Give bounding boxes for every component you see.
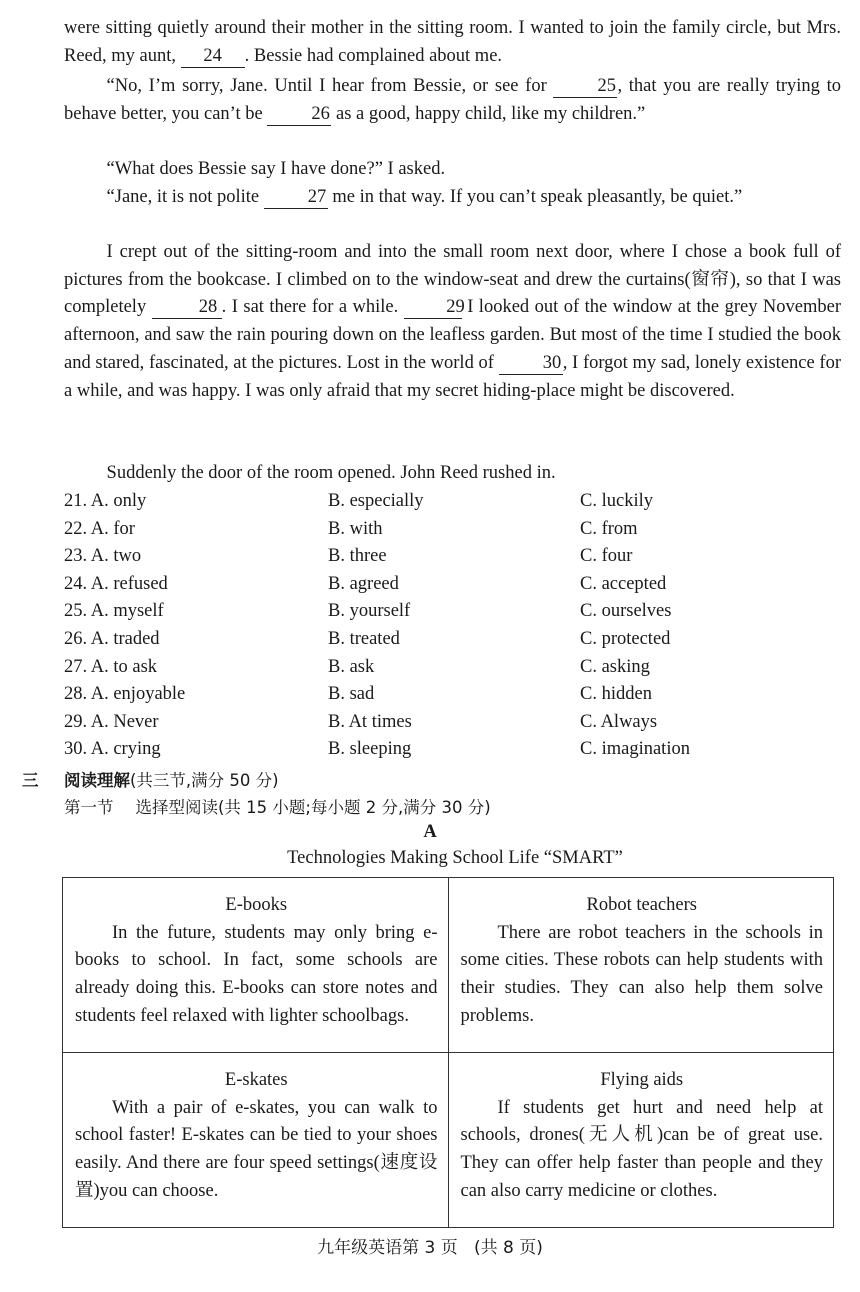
cell-text: In the future, students may only bring e-books to school. In fact, some schools are already doing this. E-books can store notes and students feel relaxed with lighter schoolbags. bbox=[75, 922, 438, 1026]
paragraph-text: “What does Bessie say I have done?” I asked. bbox=[106, 159, 446, 179]
option-row-29 bbox=[64, 709, 844, 737]
subsection-label: 第一节 bbox=[64, 798, 114, 817]
passage-letter: A bbox=[423, 822, 437, 842]
option-row-30 bbox=[64, 736, 844, 764]
option-row-23 bbox=[64, 543, 844, 571]
option-a: 27. A. to ask bbox=[64, 656, 158, 677]
option-b: B. especially bbox=[328, 491, 424, 511]
option-c: C. hidden bbox=[580, 684, 652, 705]
option-b: B. agreed bbox=[328, 573, 399, 594]
answer-options-list bbox=[64, 488, 844, 764]
section-heading bbox=[22, 768, 279, 794]
option-b: B. sleeping bbox=[328, 739, 412, 760]
option-c: C. from bbox=[580, 518, 638, 539]
paragraph-text: “Jane, it is not polite bbox=[106, 187, 260, 207]
option-b: B. sad bbox=[328, 684, 375, 705]
paragraph-text: me in that way. If you can’t speak pleasantly, be quiet.” bbox=[332, 187, 743, 207]
option-b: B. with bbox=[328, 518, 383, 539]
option-a: 22. A. for bbox=[64, 518, 135, 539]
answer-blank-28: 28 bbox=[152, 296, 222, 319]
cell-title: Robot teachers bbox=[586, 895, 697, 915]
paragraph-text: . Bessie had complained about me. bbox=[244, 45, 503, 66]
answer-blank-26: 26 bbox=[267, 103, 331, 126]
paragraph-text: were sitting quietly around their mother in the sitting room. I wanted to join the family circle, but Mrs. Reed, my aunt, bbox=[64, 18, 841, 66]
option-b: B. treated bbox=[328, 628, 400, 649]
paragraph-text: , I forgot my sad, lonely existence for a while, and was happy. I was only afraid that my secret hiding-place might be discovered. bbox=[64, 352, 842, 401]
option-a: 23. A. two bbox=[64, 546, 142, 567]
cell-title: E-skates bbox=[224, 1070, 288, 1090]
paragraph-text: , that you are really trying to behave better, you can’t be bbox=[64, 76, 842, 124]
option-a: 21. A. only bbox=[64, 491, 147, 511]
option-c: C. ourselves bbox=[580, 601, 672, 622]
option-c: C. imagination bbox=[580, 739, 690, 760]
option-c: C. accepted bbox=[580, 573, 667, 594]
option-b: B. yourself bbox=[328, 601, 411, 622]
option-row-25 bbox=[64, 598, 844, 626]
paragraph-text: . I sat there for a while. bbox=[221, 297, 399, 318]
passage-paragraph-6 bbox=[64, 460, 841, 488]
option-row-22 bbox=[64, 516, 844, 544]
answer-blank-24: 24 bbox=[181, 45, 245, 68]
option-a: 29. A. Never bbox=[64, 711, 159, 732]
section-number: 三 bbox=[22, 771, 39, 790]
passage-paragraph-2 bbox=[64, 73, 841, 128]
paragraph-text: Suddenly the door of the room opened. John Reed rushed in. bbox=[106, 463, 556, 483]
cell-text: There are robot teachers in the schools in some cities. These robots can help students with their studies. They can also help them solve problems. bbox=[460, 922, 823, 1026]
table-cell-ebooks bbox=[63, 878, 449, 1053]
paragraph-text: I crept out of the sitting-room and into the small room next door, where I chose a book full of pictures from the bookcase. I climbed on to the window-seat and drew the curtains(窗帘), so that I was completely bbox=[64, 242, 841, 318]
answer-blank-30: 30 bbox=[499, 352, 563, 375]
section-title: 阅读理解 bbox=[64, 771, 130, 790]
paragraph-text: I looked out of the window at the grey November afternoon, and saw the rain pouring down on the leafless garden. But most of the time I studied the book and stared, fascinated, at the pictures. Lost in the world of bbox=[64, 297, 842, 373]
option-a: 26. A. traded bbox=[64, 628, 160, 649]
option-b: B. three bbox=[328, 546, 387, 567]
option-b: B. ask bbox=[328, 656, 375, 677]
answer-blank-25: 25 bbox=[553, 75, 617, 98]
table-cell-flying-aids bbox=[448, 1053, 834, 1228]
option-a: 24. A. refused bbox=[64, 573, 168, 594]
option-row-26 bbox=[64, 626, 844, 654]
passage-paragraph-4 bbox=[64, 184, 841, 212]
passage-title: Technologies Making School Life “SMART” bbox=[287, 848, 623, 868]
option-row-21 bbox=[64, 488, 844, 516]
cell-text: With a pair of e-skates, you can walk to school faster! E-skates can be tied to your shoes easily. And there are four speed settings(速度设置)you can choose. bbox=[75, 1097, 438, 1201]
option-c: C. asking bbox=[580, 656, 650, 677]
section-note: (共三节,满分 50 分) bbox=[130, 771, 279, 790]
footer-total-pages: (共 8 页) bbox=[473, 1238, 543, 1258]
answer-blank-29: 29 bbox=[404, 296, 462, 319]
cell-title: Flying aids bbox=[600, 1070, 684, 1090]
option-c: C. four bbox=[580, 546, 633, 567]
option-c: C. Always bbox=[580, 711, 658, 732]
footer-page-label: 九年级英语第 3 页 bbox=[317, 1238, 458, 1258]
technology-table bbox=[62, 877, 834, 1228]
option-c: C. luckily bbox=[580, 491, 653, 511]
option-row-28 bbox=[64, 681, 844, 709]
cell-text: If students get hurt and need help at schools, drones(无人机)can be of great use. They can offer help faster than people and they can also carry medicine or clothes. bbox=[460, 1097, 823, 1201]
cell-title: E-books bbox=[225, 895, 288, 915]
passage-paragraph-3 bbox=[64, 156, 841, 184]
passage-paragraph-5 bbox=[64, 239, 841, 405]
option-a: 28. A. enjoyable bbox=[64, 684, 186, 705]
answer-blank-27: 27 bbox=[264, 186, 328, 209]
table-cell-robot-teachers bbox=[448, 878, 834, 1053]
paragraph-text: as a good, happy child, like my children.” bbox=[335, 103, 646, 124]
option-c: C. protected bbox=[580, 628, 671, 649]
option-row-27 bbox=[64, 654, 844, 682]
table-cell-eskates bbox=[63, 1053, 449, 1228]
option-row-24 bbox=[64, 571, 844, 599]
subsection-heading bbox=[64, 795, 491, 821]
option-a: 30. A. crying bbox=[64, 739, 161, 760]
passage-paragraph-1 bbox=[64, 15, 841, 70]
option-a: 25. A. myself bbox=[64, 601, 164, 622]
paragraph-text: “No, I’m sorry, Jane. Until I hear from Bessie, or see for bbox=[106, 76, 547, 96]
option-b: B. At times bbox=[328, 711, 412, 732]
subsection-title: 选择型阅读(共 15 小题;每小题 2 分,满分 30 分) bbox=[135, 798, 491, 817]
page-footer bbox=[0, 1236, 860, 1260]
